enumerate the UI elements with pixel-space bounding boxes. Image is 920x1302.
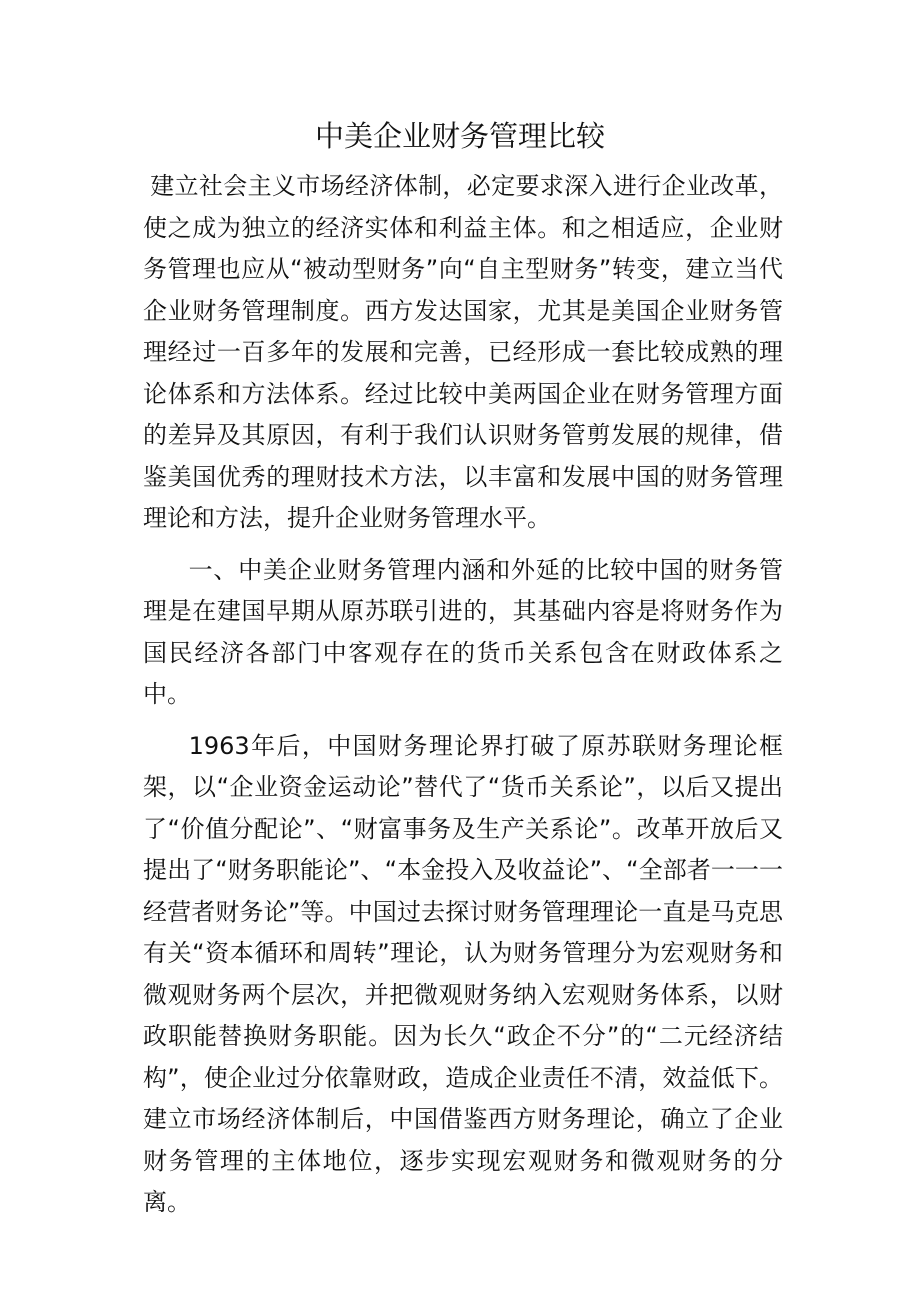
paragraph-intro: 建立社会主义市场经济体制，必定要求深入进行企业改革，使之成为独立的经济实体和利益主体。和之相适应，企业财务管理也应从“被动型财务”向“自主型财务”转变，建立当代企业财务管理制度。西方发达国家，尤其是美国企业财务管理经过一百多年的发展和完善，已经形成一套比较成熟的理论体系和方法体系。经过比较中美两国企业在财务管理方面的差异及其原因，有利于我们认识财务管剪发展的规律，借鉴美国优秀的理财技术方法，以丰富和发展中国的财务管理理论和方法，提升企业财务管理水平。 bbox=[143, 172, 783, 532]
document-body bbox=[143, 166, 783, 1224]
document-title: 中美企业财务管理比较 bbox=[314, 119, 605, 153]
paragraph-section-one: 一、中美企业财务管理内涵和外延的比较中国的财务管理是在建国早期从原苏联引进的，其基础内容是将财务作为国民经济各部门中客观存在的货币关系包含在财政体系之中。 bbox=[143, 555, 783, 708]
paragraph-history: 1963年后，中国财务理论界打破了原苏联财务理论框架，以“企业资金运动论”替代了“货币关系论”，以后又提出了“价值分配论”、“财富事务及生产关系论”。改革开放后又提出了“财务职能论”、“本金投入及收益论”、“全部者一一一经营者财务论”等。中国过去探讨财务管理理论一直是马克思有关“资本循环和周转”理论，认为财务管理分为宏观财务和微观财务两个层次，并把微观财务纳入宏观财务体系，以财政职能替换财务职能。因为长久“政企不分”的“二元经济结构”，使企业过分依靠财政，造成企业责任不清，效益低下。建立市场经济体制后，中国借鉴西方财务理论，确立了企业财务管理的主体地位，逐步实现宏观财务和微观财务的分离。 bbox=[143, 731, 783, 1216]
